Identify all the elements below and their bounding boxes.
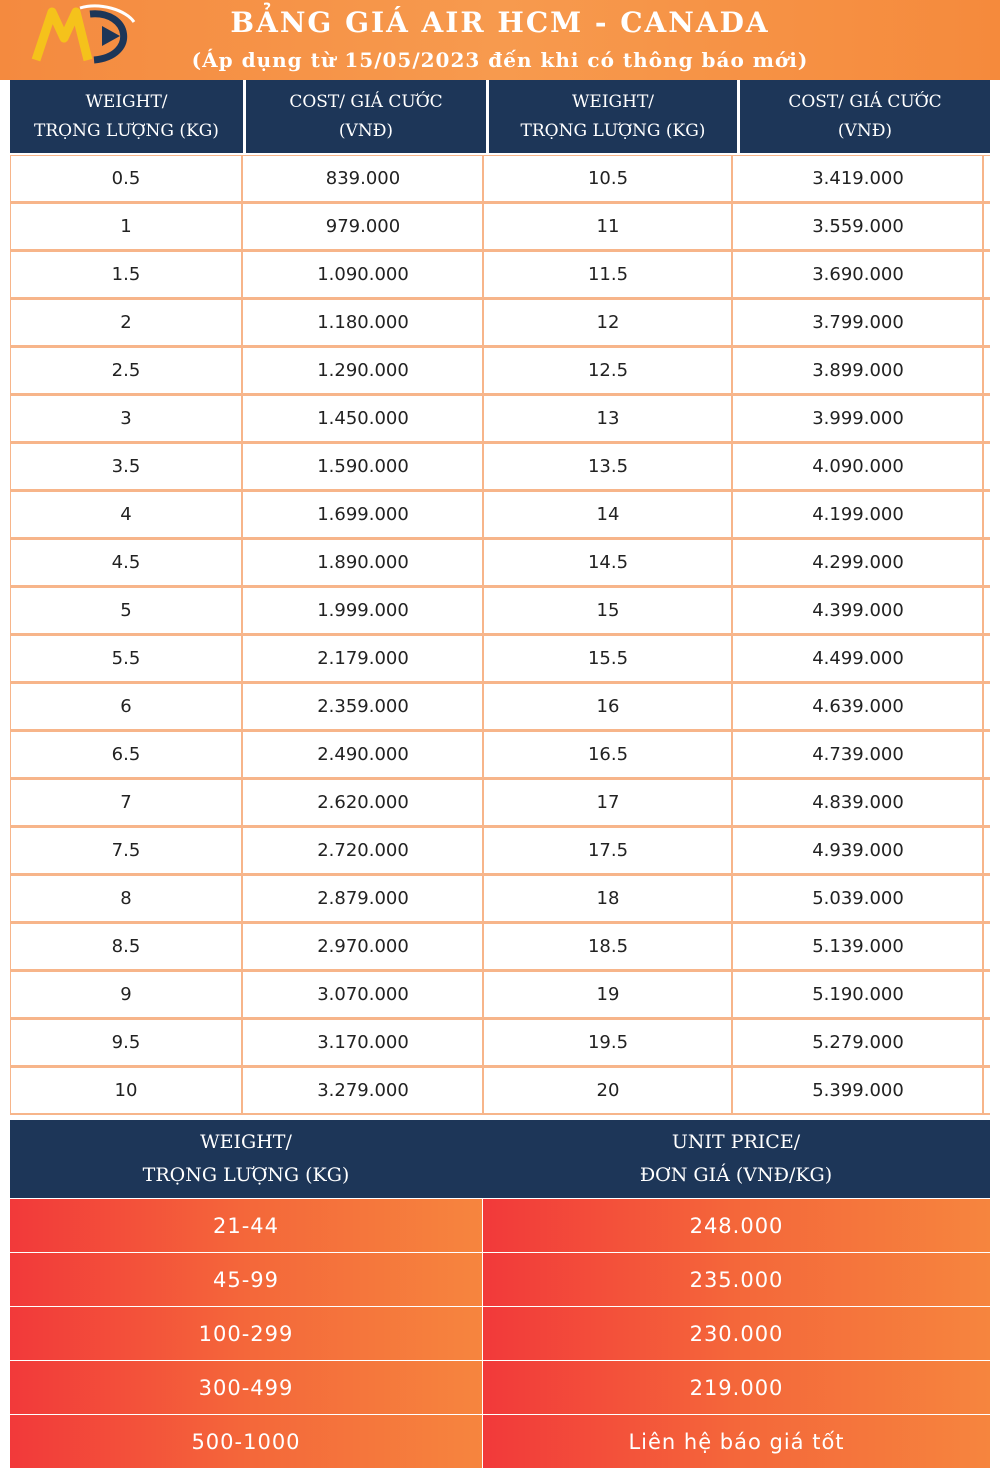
cost-cell: 1.450.000 — [244, 396, 484, 441]
unit-price-cell: 248.000 — [483, 1199, 990, 1252]
cost-cell: 1.699.000 — [244, 492, 484, 537]
cost-cell: 3.999.000 — [734, 396, 984, 441]
weight-cell: 11 — [485, 204, 733, 249]
weight-cell: 8.5 — [10, 924, 243, 969]
cost-cell: 2.490.000 — [244, 732, 484, 777]
unit-price-cell: 235.000 — [483, 1253, 990, 1306]
weight-cell: 18.5 — [485, 924, 733, 969]
page-subtitle: (Áp dụng từ 15/05/2023 đến khi có thông báo mới) — [191, 48, 809, 72]
cost-cell: 1.180.000 — [244, 300, 484, 345]
cost-cell: 3.170.000 — [244, 1020, 484, 1065]
table-row — [10, 1415, 990, 1468]
cost-cell: 2.720.000 — [244, 828, 484, 873]
table-row — [10, 1067, 990, 1115]
unit-price-cell: 219.000 — [483, 1361, 990, 1414]
weight-range-cell: 300-499 — [10, 1361, 482, 1414]
bulk-price-table-body — [10, 1199, 990, 1469]
table-row — [10, 731, 990, 779]
cost-cell: 4.739.000 — [734, 732, 984, 777]
weight-cell: 14 — [485, 492, 733, 537]
cost-cell: 4.090.000 — [734, 444, 984, 489]
weight-cell: 11.5 — [485, 252, 733, 297]
cost-cell: 5.139.000 — [734, 924, 984, 969]
table-row — [10, 971, 990, 1019]
column-header-cost: COST/ GIÁ CƯỚC (VNĐ) — [246, 80, 486, 153]
weight-cell: 15 — [485, 588, 733, 633]
table-header — [10, 80, 990, 153]
cost-cell: 4.299.000 — [734, 540, 984, 585]
cost-cell: 2.179.000 — [244, 636, 484, 681]
table-row — [10, 491, 990, 539]
cost-cell: 3.899.000 — [734, 348, 984, 393]
table-row — [10, 875, 990, 923]
table-row — [10, 155, 990, 203]
weight-cell: 10 — [10, 1068, 243, 1113]
cost-cell: 5.399.000 — [734, 1068, 984, 1113]
table-row — [10, 1253, 990, 1306]
cost-cell: 2.620.000 — [244, 780, 484, 825]
weight-cell: 17.5 — [485, 828, 733, 873]
bulk-table-header — [10, 1120, 990, 1198]
weight-cell: 13.5 — [485, 444, 733, 489]
weight-cell: 1.5 — [10, 252, 243, 297]
weight-cell: 17 — [485, 780, 733, 825]
table-row — [10, 347, 990, 395]
cost-cell: 4.939.000 — [734, 828, 984, 873]
cost-cell: 3.559.000 — [734, 204, 984, 249]
cost-cell: 3.690.000 — [734, 252, 984, 297]
weight-cell: 18 — [485, 876, 733, 921]
weight-cell: 4.5 — [10, 540, 243, 585]
cost-cell: 3.799.000 — [734, 300, 984, 345]
table-row — [10, 203, 990, 251]
cost-cell: 839.000 — [244, 156, 484, 201]
weight-cell: 14.5 — [485, 540, 733, 585]
weight-cell: 7 — [10, 780, 243, 825]
weight-cell: 12.5 — [485, 348, 733, 393]
weight-cell: 13 — [485, 396, 733, 441]
cost-cell: 4.499.000 — [734, 636, 984, 681]
page-title: BẢNG GIÁ AIR HCM - CANADA — [230, 6, 770, 39]
table-row — [10, 779, 990, 827]
table-row — [10, 251, 990, 299]
unit-price-cell: 230.000 — [483, 1307, 990, 1360]
unit-price-cell: Liên hệ báo giá tốt — [483, 1415, 990, 1468]
table-row — [10, 683, 990, 731]
weight-cell: 6.5 — [10, 732, 243, 777]
column-header-weight: WEIGHT/ TRỌNG LƯỢNG (KG) — [489, 80, 737, 153]
weight-cell: 4 — [10, 492, 243, 537]
weight-range-cell: 500-1000 — [10, 1415, 482, 1468]
cost-cell: 1.290.000 — [244, 348, 484, 393]
weight-cell: 8 — [10, 876, 243, 921]
weight-cell: 9.5 — [10, 1020, 243, 1065]
cost-cell: 1.590.000 — [244, 444, 484, 489]
weight-range-cell: 21-44 — [10, 1199, 482, 1252]
column-header-cost: COST/ GIÁ CƯỚC (VNĐ) — [740, 80, 990, 153]
cost-cell: 3.279.000 — [244, 1068, 484, 1113]
weight-cell: 3.5 — [10, 444, 243, 489]
table-row — [10, 587, 990, 635]
cost-cell: 5.190.000 — [734, 972, 984, 1017]
weight-cell: 10.5 — [485, 156, 733, 201]
cost-cell: 2.359.000 — [244, 684, 484, 729]
cost-cell: 3.070.000 — [244, 972, 484, 1017]
weight-cell: 1 — [10, 204, 243, 249]
weight-range-cell: 45-99 — [10, 1253, 482, 1306]
table-row — [10, 443, 990, 491]
cost-cell: 5.039.000 — [734, 876, 984, 921]
weight-cell: 2 — [10, 300, 243, 345]
weight-cell: 19 — [485, 972, 733, 1017]
table-row — [10, 299, 990, 347]
weight-cell: 19.5 — [485, 1020, 733, 1065]
weight-cell: 5.5 — [10, 636, 243, 681]
cost-cell: 1.999.000 — [244, 588, 484, 633]
weight-cell: 0.5 — [10, 156, 243, 201]
table-row — [10, 1307, 990, 1360]
price-table-body — [10, 155, 990, 1115]
weight-cell: 9 — [10, 972, 243, 1017]
weight-cell: 16.5 — [485, 732, 733, 777]
weight-cell: 12 — [485, 300, 733, 345]
header-banner — [0, 0, 1000, 80]
column-header-weight-range: WEIGHT/ TRỌNG LƯỢNG (KG) — [10, 1120, 482, 1198]
weight-cell: 15.5 — [485, 636, 733, 681]
cost-cell: 979.000 — [244, 204, 484, 249]
cost-cell: 4.199.000 — [734, 492, 984, 537]
weight-cell: 16 — [485, 684, 733, 729]
cost-cell: 4.399.000 — [734, 588, 984, 633]
cost-cell: 2.879.000 — [244, 876, 484, 921]
weight-range-cell: 100-299 — [10, 1307, 482, 1360]
table-row — [10, 1019, 990, 1067]
cost-cell: 2.970.000 — [244, 924, 484, 969]
weight-cell: 6 — [10, 684, 243, 729]
table-row — [10, 1361, 990, 1414]
table-row — [10, 395, 990, 443]
table-row — [10, 827, 990, 875]
cost-cell: 5.279.000 — [734, 1020, 984, 1065]
table-row — [10, 1199, 990, 1252]
table-row — [10, 923, 990, 971]
table-row — [10, 539, 990, 587]
weight-cell: 7.5 — [10, 828, 243, 873]
weight-cell: 3 — [10, 396, 243, 441]
column-header-weight: WEIGHT/ TRỌNG LƯỢNG (KG) — [10, 80, 243, 153]
column-header-unit-price: UNIT PRICE/ ĐƠN GIÁ (VNĐ/KG) — [482, 1120, 990, 1198]
cost-cell: 4.839.000 — [734, 780, 984, 825]
cost-cell: 3.419.000 — [734, 156, 984, 201]
cost-cell: 1.090.000 — [244, 252, 484, 297]
weight-cell: 20 — [485, 1068, 733, 1113]
weight-cell: 5 — [10, 588, 243, 633]
cost-cell: 1.890.000 — [244, 540, 484, 585]
cost-cell: 4.639.000 — [734, 684, 984, 729]
table-row — [10, 635, 990, 683]
weight-cell: 2.5 — [10, 348, 243, 393]
